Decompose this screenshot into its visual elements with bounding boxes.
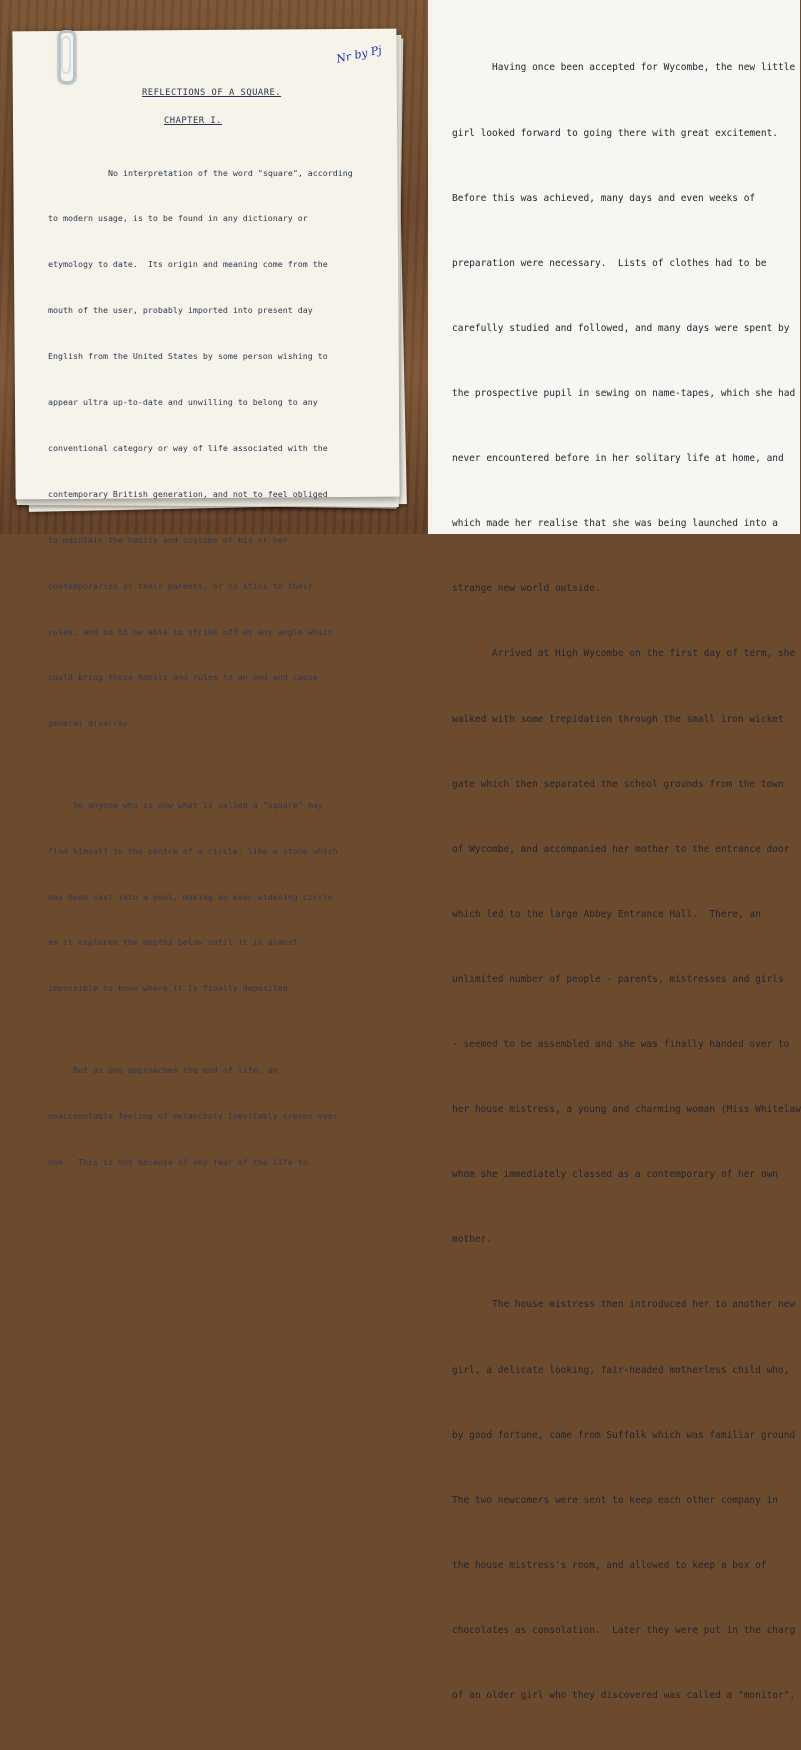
text-line: carefully studied and followed, and many days were spent by: [452, 322, 790, 334]
text-line: the prospective pupil in sewing on name-tapes, which she had: [452, 387, 796, 399]
chapter-heading: CHAPTER I.: [164, 116, 222, 126]
text-line: by good fortune, came from Suffolk which was familiar ground: [452, 1429, 796, 1441]
text-line: to modern usage, is to be found in any dictionary or: [48, 213, 308, 224]
text-line: her house mistress, a young and charming woman (Miss Whitelaw: [452, 1104, 801, 1116]
typed-page-closeup: [432, 0, 801, 1702]
text-line: impossible to know where it is finally deposited.: [48, 983, 293, 994]
manuscript-body: [48, 135, 353, 1200]
text-line: never encountered before in her solitary life at home, and: [452, 453, 784, 465]
desk-photo: [0, 0, 428, 1167]
text-line: chocolates as consolation. Later they were put in the charg: [452, 1625, 796, 1637]
text-line: mother.: [452, 1234, 493, 1246]
text-line: mouth of the user, probably imported into present day: [48, 305, 313, 316]
handwritten-annotation: Nr by Pj: [335, 43, 383, 66]
text-line: contemporaries or their parents, or to stick to their: [48, 580, 313, 591]
text-line: [84, 1027, 353, 1032]
text-line: No interpretation of the word "square", according: [108, 167, 353, 178]
text-line: - seemed to be assembled and she was finally handed over to: [452, 1039, 790, 1051]
paperclip-inner: [61, 36, 71, 74]
text-line: girl looked forward to going there with great excitement.: [452, 127, 779, 139]
text-line: preparation were necessary. Lists of clothes had to be: [452, 257, 767, 269]
text-line: Before this was achieved, many days and even weeks of: [452, 192, 756, 204]
text-line: one. This is not because of any fear of the life to: [48, 1156, 308, 1167]
text-line: [84, 762, 353, 767]
text-line: appear ultra up-to-date and unwilling to belong to any: [48, 397, 318, 408]
text-line: gate which then separated the school grounds from the town: [452, 778, 784, 790]
text-line: English from the United States by some person wishing to: [48, 351, 328, 362]
text-line: which made her realise that she was being launched into a: [452, 518, 779, 530]
text-line: rules, and so to be able to strike off at any angle which: [48, 626, 333, 637]
text-line: strange new world outside.: [452, 583, 601, 595]
text-line: contemporary British generation, and not to feel obliged: [48, 488, 328, 499]
text-line: Having once been accepted for Wycombe, the new little: [452, 62, 796, 74]
text-line: whom she immediately classed as a contemporary of her own: [452, 1169, 779, 1181]
text-line: of Wycombe, and accompanied her mother to the entrance door: [452, 843, 790, 855]
text-line: walked with some trepidation through the small iron wicket: [452, 713, 784, 725]
text-line: The two newcomers were sent to keep each other company in: [452, 1494, 779, 1506]
typed-page-body: [452, 14, 801, 1750]
text-line: But as one approaches the end of life, an: [48, 1064, 278, 1075]
text-line: unlimited number of people - parents, mistresses and girls: [452, 973, 784, 985]
text-line: girl, a delicate looking, fair-headed motherless child who,: [452, 1364, 790, 1376]
text-line: conventional category or way of life associated with the: [48, 442, 328, 453]
text-line: to maintain the habits and customs of his or her: [48, 534, 288, 545]
text-line: the house mistress's room, and allowed to keep a box of: [452, 1559, 767, 1571]
text-line: which led to the large Abbey Entrance Hall. There, an: [452, 908, 761, 920]
text-line: Arrived at High Wycombe on the first day of term, she: [452, 648, 796, 660]
text-line: of an older girl who they discovered was called a "monitor",: [452, 1690, 796, 1702]
text-line: has been cast into a pool, making an ever-widening circle: [48, 891, 333, 902]
text-line: as it explores the depths below until it is almost: [48, 937, 298, 948]
text-line: etymology to date. Its origin and meaning come from the: [48, 259, 328, 270]
text-line: unaccountable feeling of melancholy inevitably creeps over: [48, 1110, 338, 1121]
text-line: The house mistress then introduced her to another new: [452, 1299, 796, 1311]
text-line: general disarray.: [48, 718, 133, 729]
manuscript-title: REFLECTIONS OF A SQUARE.: [142, 88, 282, 98]
text-line: So anyone who is now what is called a "square" may: [48, 799, 323, 810]
text-line: find himself in the centre of a circle, like a stone which: [48, 845, 338, 856]
text-line: could bring those habits and rules to an end and cause: [48, 672, 318, 683]
